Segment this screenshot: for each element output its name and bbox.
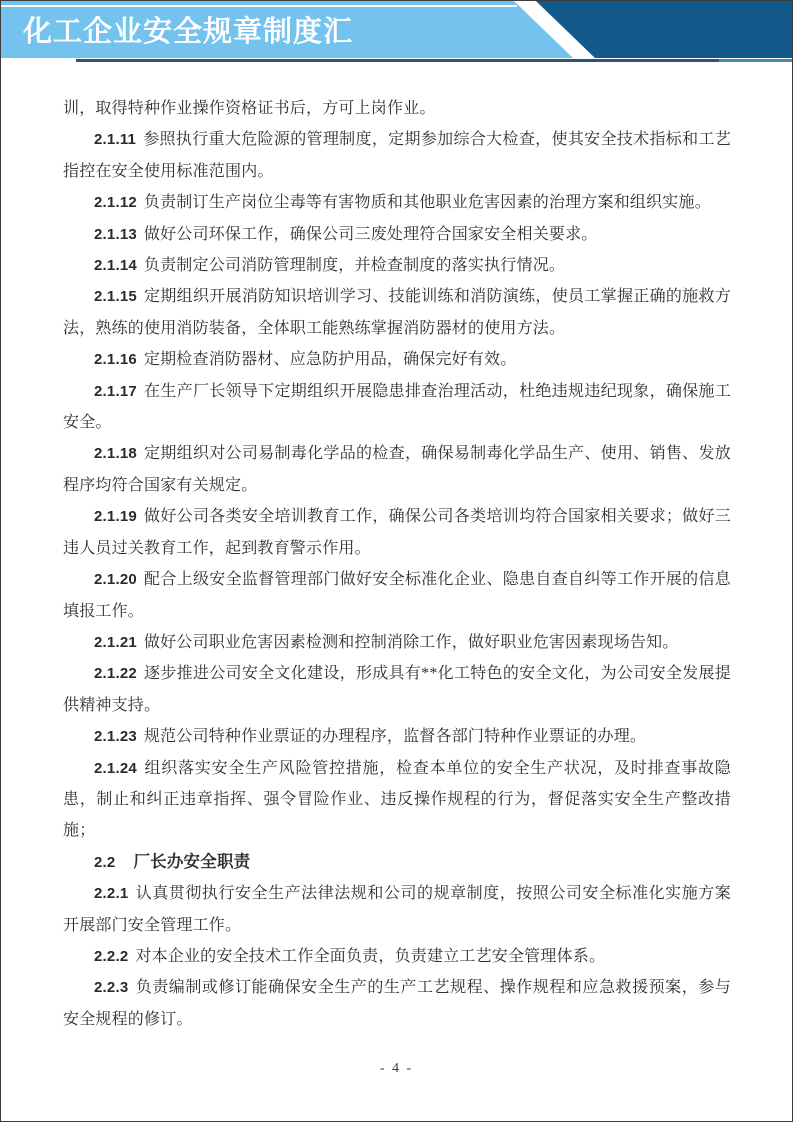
clause-paragraph [63, 878, 731, 941]
clause-number: 2.2 [94, 853, 116, 871]
document-title: 化工企业安全规章制度汇 [23, 16, 354, 48]
header-top-accent-line [1, 5, 517, 7]
clause-text: 定期组织开展消防知识培训学习、技能训练和消防演练，使员工掌握正确的施救方法，熟练的使用消防装备，全体职工能熟练掌握消防器材的使用方法。 [63, 288, 731, 337]
clause-text: 训，取得特种作业操作资格证书后，方可上岗作业。 [63, 100, 436, 117]
clause-paragraph [63, 627, 731, 658]
clause-text: 定期检查消防器材、应急防护用品，确保完好有效。 [143, 351, 517, 369]
page-number: - 4 - [379, 1061, 414, 1076]
clause-paragraph [63, 438, 731, 501]
clause-number: 2.1.13 [94, 225, 137, 243]
clause-paragraph [63, 753, 731, 847]
clause-text: 对本企业的安全技术工作全面负责，负责建立工艺安全管理体系。 [135, 947, 606, 965]
clause-text: 负责制定公司消防管理制度，并检查制度的落实执行情况。 [143, 257, 566, 275]
clause-paragraph [63, 847, 731, 878]
clause-number: 2.1.15 [94, 288, 137, 306]
clause-text: 参照执行重大危险源的管理制度，定期参加综合大检查，使其安全技术指标和工艺指控在安全使用标准范围内。 [63, 131, 731, 180]
clause-paragraph [63, 501, 731, 564]
clause-paragraph [63, 941, 731, 972]
page-footer [1, 1061, 792, 1077]
clause-paragraph [63, 281, 731, 344]
clause-number: 2.1.19 [94, 508, 137, 526]
page-header [1, 1, 792, 65]
clause-number: 2.1.21 [94, 633, 137, 651]
clause-paragraph [63, 124, 731, 187]
clause-number: 2.1.24 [94, 759, 137, 777]
clause-text: 认真贯彻执行安全生产法律法规和公司的规章制度，按照公司安全标准化实施方案开展部门安全管理工作。 [63, 885, 731, 934]
clause-paragraph [63, 93, 731, 124]
document-body [63, 93, 731, 1035]
clause-text: 定期组织对公司易制毒化学品的检查，确保易制毒化学品生产、使用、销售、发放程序均符合国家有关规定。 [63, 445, 731, 494]
clause-number: 2.1.16 [94, 351, 137, 369]
clause-text: 规范公司特种作业票证的办理程序，监督各部门特种作业票证的办理。 [143, 728, 647, 746]
clause-paragraph [63, 219, 731, 250]
clause-number: 2.1.20 [94, 571, 137, 589]
header-rule-light [719, 59, 793, 62]
clause-text: 负责制订生产岗位尘毒等有害物质和其他职业危害因素的治理方案和组织实施。 [143, 194, 711, 212]
clause-text: 负责编制或修订能确保安全生产的生产工艺规程、操作规程和应急救援预案，参与安全规程的修订。 [63, 979, 731, 1028]
clause-number: 2.1.14 [94, 257, 137, 275]
clause-text: 在生产厂长领导下定期组织开展隐患排查治理活动，杜绝违规违纪现象，确保施工安全。 [63, 382, 731, 432]
clause-text: 做好公司环保工作，确保公司三废处理符合国家安全相关要求。 [143, 225, 598, 243]
clause-text: 配合上级安全监督管理部门做好安全标准化企业、隐患自查自纠等工作开展的信息填报工作。 [63, 571, 731, 620]
clause-text: 厂长办安全职责 [133, 852, 251, 871]
clause-number: 2.2.1 [94, 885, 129, 903]
clause-number: 2.1.18 [94, 445, 137, 463]
clause-paragraph [63, 658, 731, 721]
clause-number: 2.1.23 [94, 728, 137, 746]
clause-paragraph [63, 344, 731, 375]
clause-paragraph [63, 376, 731, 439]
clause-number: 2.1.22 [94, 665, 137, 683]
clause-text: 组织落实安全生产风险管控措施，检查本单位的安全生产状况，及时排查事故隐患，制止和纠正违章指挥、强令冒险作业、违反操作规程的行为，督促落实安全生产整改措施； [63, 759, 731, 840]
clause-paragraph [63, 250, 731, 281]
clause-number: 2.1.17 [94, 382, 137, 400]
clause-number: 2.1.11 [94, 131, 137, 149]
clause-number: 2.2.2 [94, 947, 129, 965]
clause-paragraph [63, 972, 731, 1035]
clause-text: 逐步推进公司安全文化建设，形成具有**化工特色的安全文化，为公司安全发展提供精神支持。 [63, 665, 731, 714]
clause-paragraph [63, 721, 731, 752]
clause-paragraph [63, 187, 731, 218]
header-rule-dark [76, 59, 719, 62]
clause-text: 做好公司职业危害因素检测和控制消除工作，做好职业危害因素现场告知。 [143, 633, 679, 651]
clause-text: 做好公司各类安全培训教育工作，确保公司各类培训均符合国家相关要求；做好三违人员过关教育工作，起到教育警示作用。 [63, 508, 731, 557]
clause-paragraph [63, 564, 731, 627]
clause-number: 2.2.3 [94, 979, 129, 997]
clause-number: 2.1.12 [94, 194, 137, 212]
